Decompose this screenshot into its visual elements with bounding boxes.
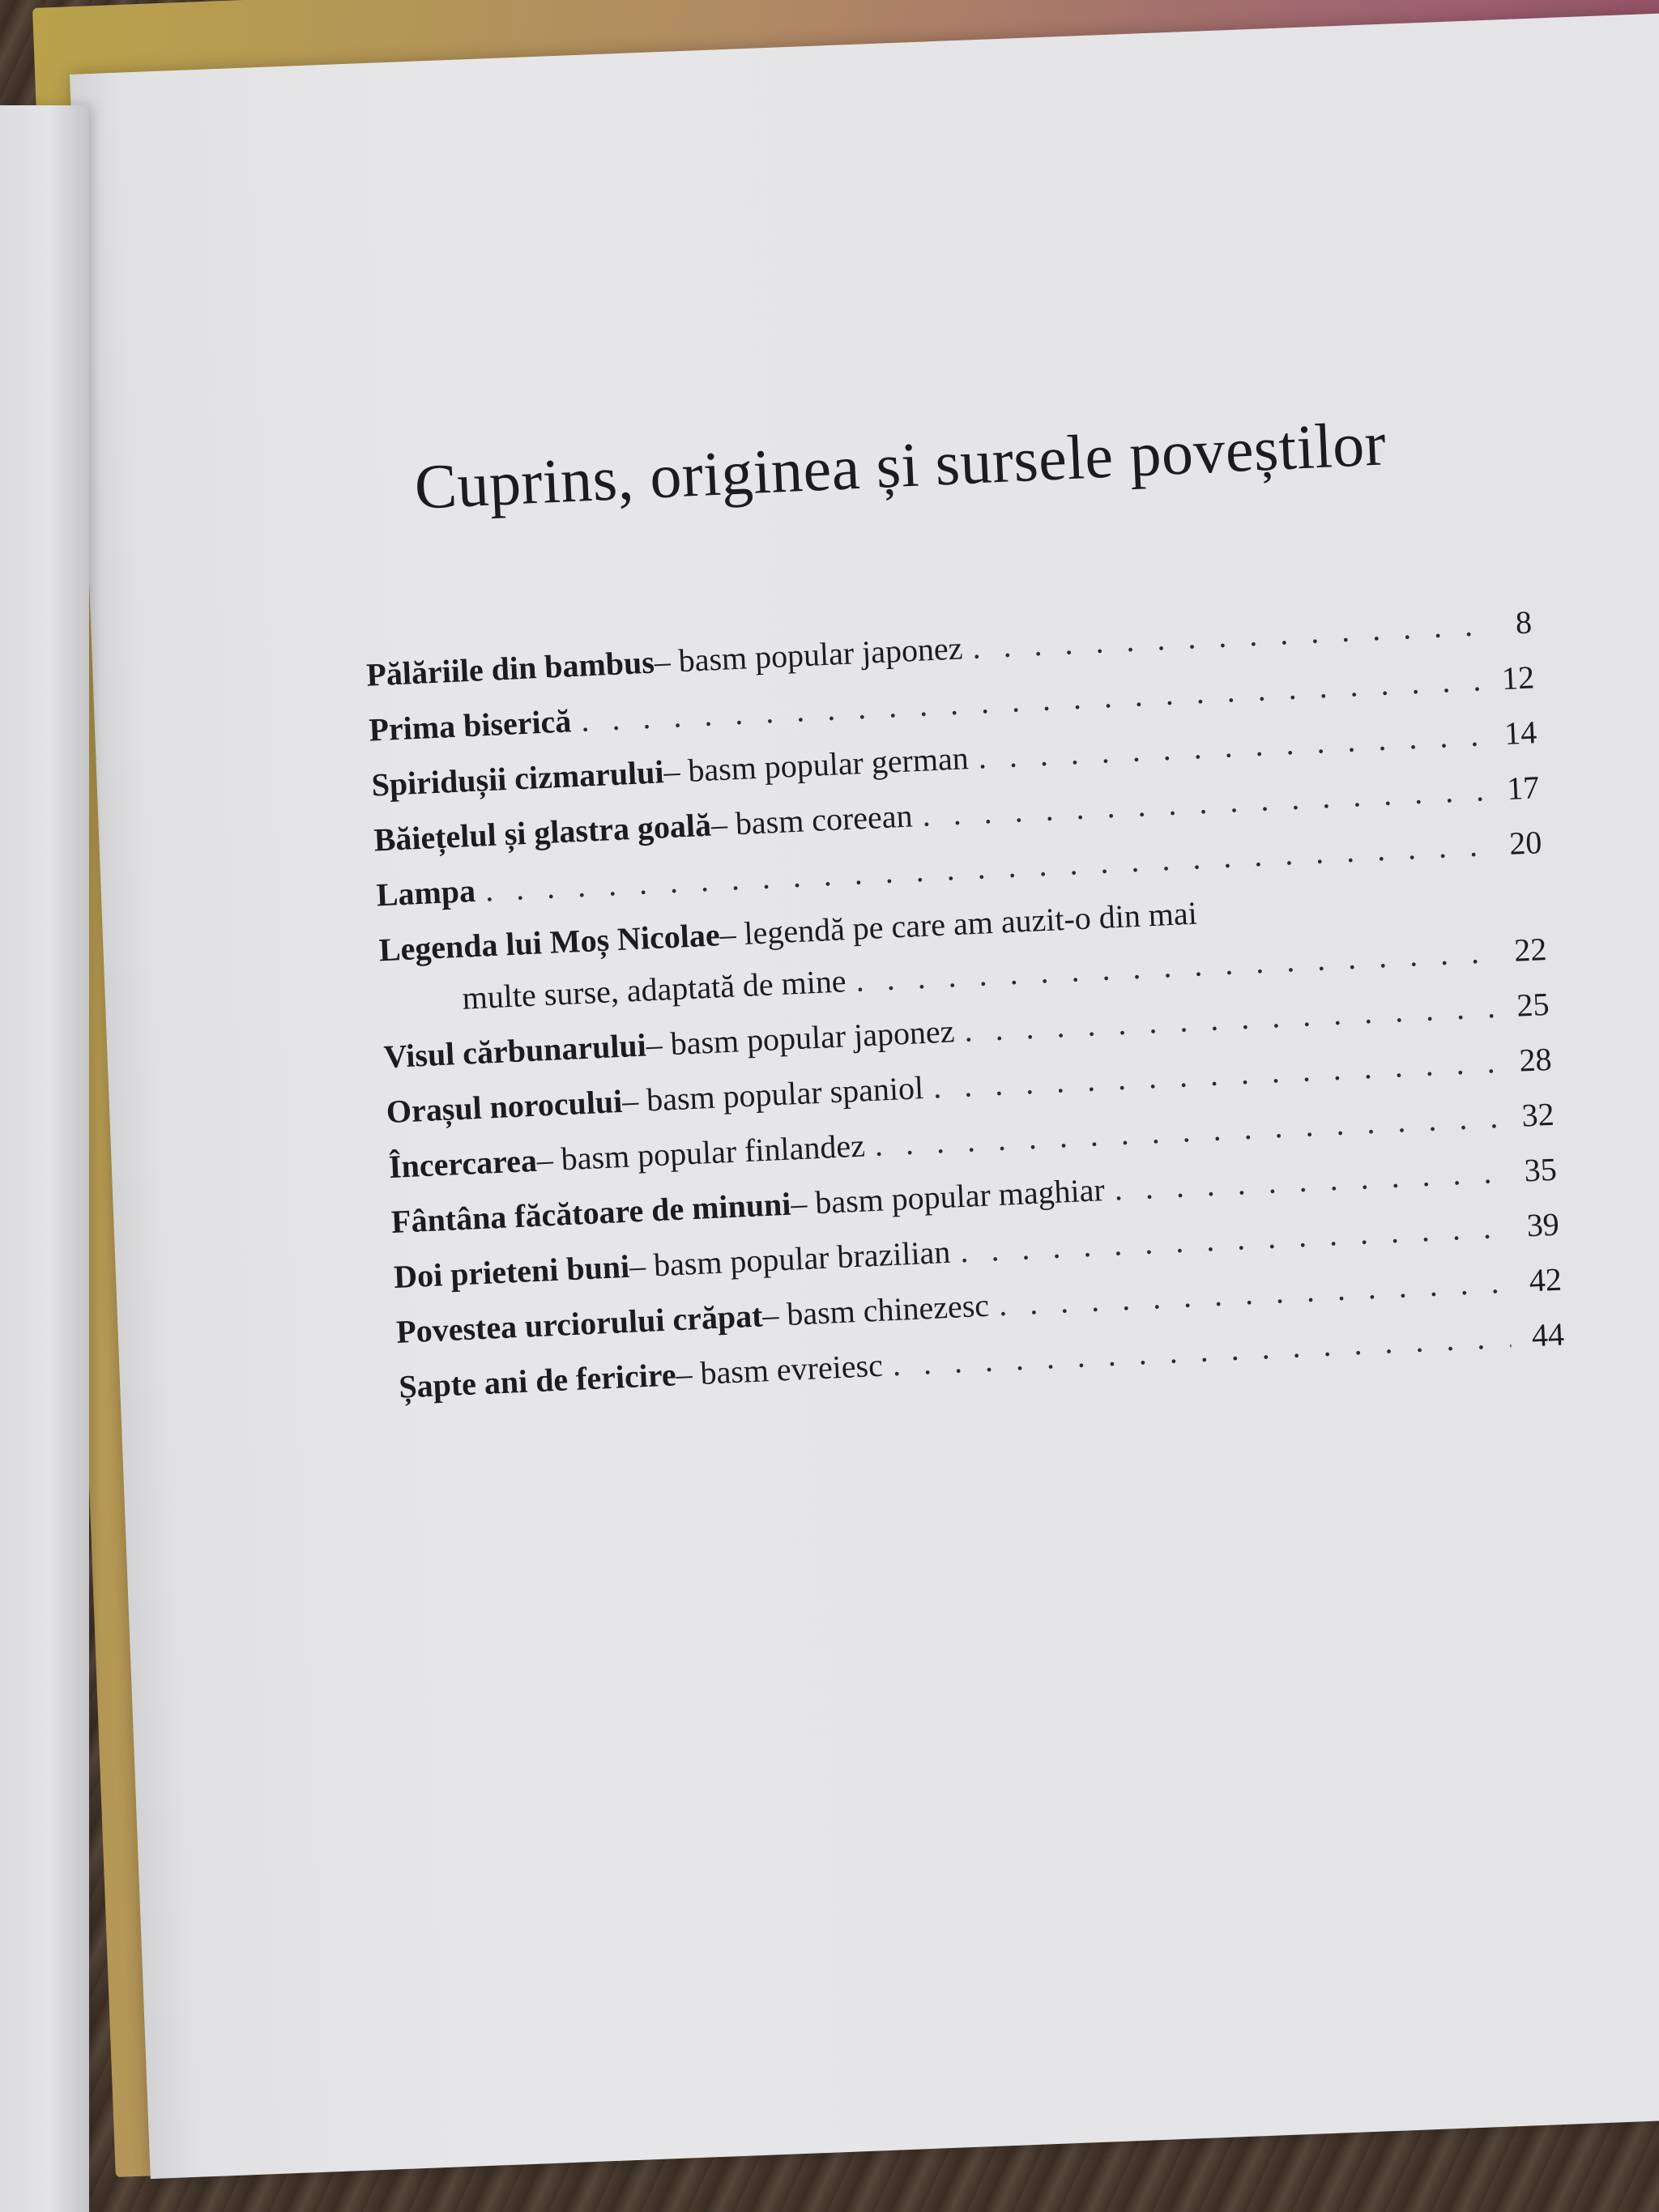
entry-title: Legenda lui Moș Nicolae xyxy=(377,916,721,969)
page-number: 44 xyxy=(1530,1315,1565,1354)
book-page-left-edge xyxy=(0,105,89,2212)
page-number: 28 xyxy=(1518,1040,1553,1079)
page-number: 39 xyxy=(1525,1205,1560,1244)
entry-source: – basm evreiesc xyxy=(675,1346,884,1393)
entry-title: Prima biserică xyxy=(368,702,573,748)
page-number: 22 xyxy=(1513,931,1548,969)
entry-source: – legendă pe care am auzit-o din mai xyxy=(719,894,1198,953)
entry-source: – basm popular brazilian xyxy=(628,1233,952,1285)
page-number: 32 xyxy=(1520,1095,1555,1134)
page-number: 17 xyxy=(1506,769,1541,807)
entry-title: Visul cărbunarului xyxy=(382,1026,647,1076)
entry-source: – basm popular japonez xyxy=(645,1012,956,1063)
entry-source: – basm popular spaniol xyxy=(621,1069,924,1119)
entry-source: – basm popular maghiar xyxy=(790,1171,1106,1222)
entry-source: – basm coreean xyxy=(710,797,914,843)
entry-source-continuation: multe surse, adaptată de mine xyxy=(461,962,847,1016)
entry-title: Încercarea xyxy=(387,1141,538,1186)
page-number: 25 xyxy=(1516,985,1550,1024)
entry-source: – basm popular japonez xyxy=(653,629,964,680)
page-number: 14 xyxy=(1503,714,1538,752)
page-number: 20 xyxy=(1508,824,1543,862)
page-title: Cuprins, originea și sursele poveștilor xyxy=(412,407,1388,522)
entry-title: Spiridușii cizmarului xyxy=(370,753,665,803)
entry-source: – basm popular finlandez xyxy=(535,1127,866,1178)
toc-list xyxy=(365,595,1566,1414)
entry-title: Băiețelul și glastra goală xyxy=(373,806,712,859)
table-of-contents xyxy=(356,401,1565,1415)
page-number: 8 xyxy=(1514,603,1533,641)
entry-title: Orașul norocului xyxy=(385,1082,624,1131)
entry-source: – basm popular german xyxy=(663,739,970,791)
entry-title: Șapte ani de fericire xyxy=(398,1356,677,1405)
entry-source: – basm chinezesc xyxy=(761,1286,990,1334)
entry-title: Fântâna făcătoare de minuni xyxy=(390,1185,792,1240)
entry-title: Pălăriile din bambus xyxy=(365,643,655,693)
entry-title: Povestea urciorului crăpat xyxy=(395,1297,764,1350)
page-number: 42 xyxy=(1528,1260,1563,1299)
entry-title: Lampa xyxy=(375,872,476,914)
page-number: 12 xyxy=(1501,658,1536,697)
entry-title: Doi prieteni buni xyxy=(393,1247,631,1295)
page-number: 35 xyxy=(1523,1150,1558,1189)
